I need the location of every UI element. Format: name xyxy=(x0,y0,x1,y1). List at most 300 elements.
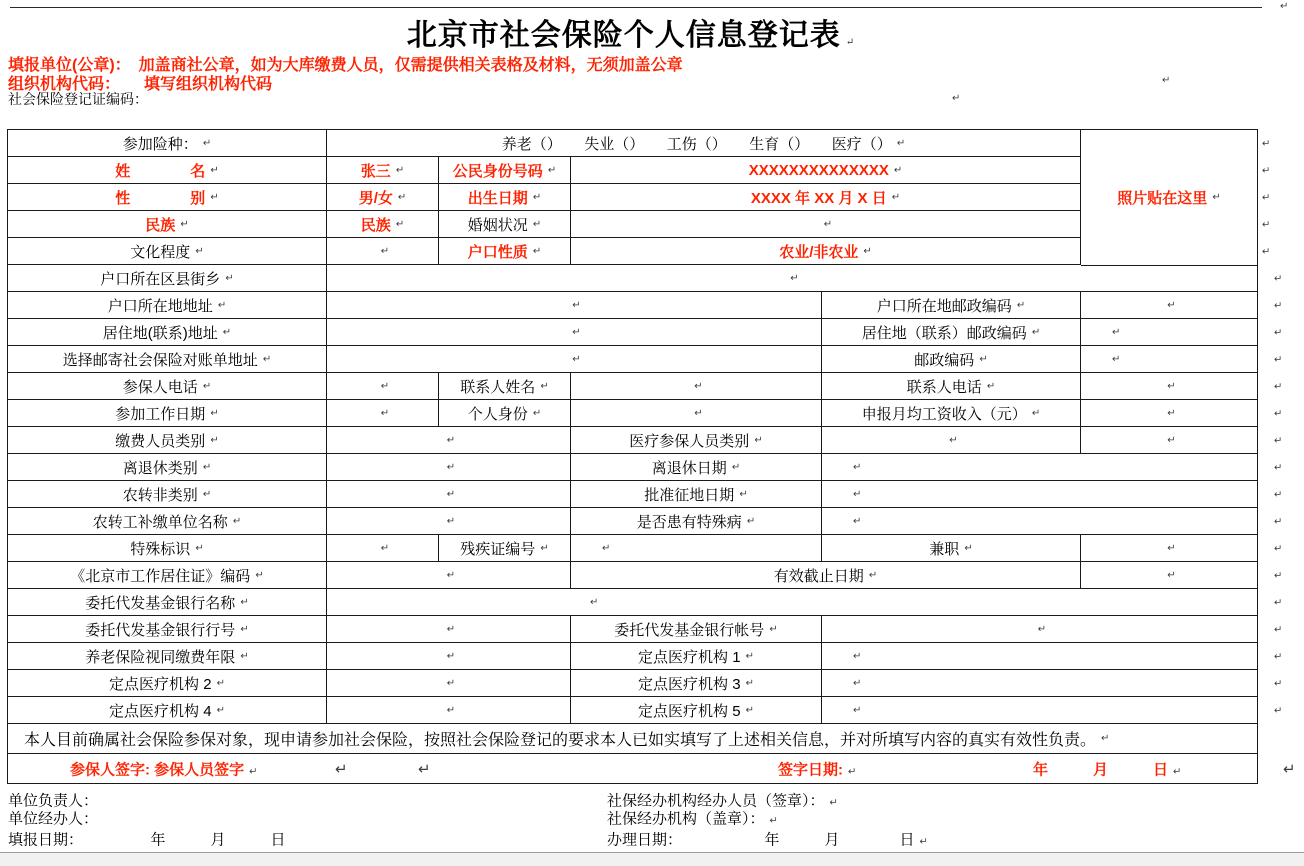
paragraph-mark: ↵ xyxy=(572,353,581,365)
paragraph-mark: ↵ xyxy=(532,407,542,419)
field-label-text: 居住地(联系)地址 xyxy=(102,324,218,342)
paragraph-mark: ↵ xyxy=(853,677,862,689)
text-span: 签字日期: ↵ xyxy=(778,761,857,778)
field-label-cell xyxy=(8,562,327,589)
paragraph-mark: ↵ xyxy=(1274,273,1283,284)
paragraph-mark: ↵ xyxy=(694,380,703,392)
paragraph-mark: ↵ xyxy=(893,164,903,176)
paragraph-mark: ↵ xyxy=(202,461,212,473)
paragraph-mark: ↵ xyxy=(380,407,390,419)
table-row xyxy=(8,643,1283,670)
paragraph-mark: ↵ xyxy=(952,93,961,104)
paragraph-mark: ↵ xyxy=(380,380,390,392)
field-value-text: XXXX 年 XX 月 X 日 xyxy=(750,189,887,207)
field-value-cell[interactable] xyxy=(327,427,571,454)
paragraph-mark: ↵ xyxy=(232,515,242,527)
field-value-cell[interactable] xyxy=(327,373,439,400)
paragraph-mark: ↵ xyxy=(222,326,232,338)
note-line-1-text: 填报单位(公章)： 加盖商社公章，如为大库缴费人员，仅需提供相关表格及材料，无须加盖公章 xyxy=(8,57,683,74)
footer-line xyxy=(0,830,1304,848)
paragraph-mark: ↵ xyxy=(1112,326,1121,338)
paragraph-mark: ↵ xyxy=(1274,435,1283,446)
field-label-text: 定点医疗机构 2 xyxy=(109,675,212,693)
photo-placeholder-cell[interactable] xyxy=(1081,130,1257,266)
field-value-text: 农业/非农业 xyxy=(779,243,859,261)
paragraph-mark: ↵ xyxy=(1262,246,1271,257)
field-value-cell[interactable] xyxy=(327,184,439,211)
table-row xyxy=(8,616,1283,643)
paragraph-mark: ↵ xyxy=(590,596,599,608)
paragraph-mark: ↵ xyxy=(1274,462,1283,473)
table-row xyxy=(8,481,1283,508)
form-title-text: 北京市社会保险个人信息登记表 xyxy=(406,19,841,52)
field-label-text: 参加险种： xyxy=(122,135,198,153)
paragraph-mark: ↵ xyxy=(216,704,225,716)
field-label-text: 申报月均工资收入（元） xyxy=(861,405,1027,423)
field-label-cell xyxy=(8,211,327,238)
field-label-text: 选择邮寄社会保险对账单地址 xyxy=(62,351,258,369)
field-value-text: 男/女 xyxy=(358,189,393,207)
field-label-cell xyxy=(571,481,822,508)
field-label-cell xyxy=(8,157,327,184)
text-span: 填报日期： 年 月 日 xyxy=(8,831,286,849)
field-value-cell[interactable] xyxy=(571,400,822,427)
field-value-cell[interactable] xyxy=(571,211,1081,238)
paragraph-mark: ↵ xyxy=(202,137,212,149)
paragraph-mark: ↵ xyxy=(896,137,906,149)
field-label-cell xyxy=(822,346,1081,373)
footer-line xyxy=(0,809,1304,827)
paragraph-mark: ↵ xyxy=(769,623,778,635)
paragraph-mark: ↵ xyxy=(446,650,456,662)
paragraph-mark: ↵ xyxy=(1274,354,1283,365)
field-value-cell[interactable] xyxy=(327,454,571,481)
paragraph-mark: ↵ xyxy=(572,326,581,338)
field-value-cell[interactable] xyxy=(1081,562,1257,589)
field-value-cell[interactable] xyxy=(327,508,571,535)
registration-code-label: 社会保险登记证编码： xyxy=(8,91,148,107)
footer-line xyxy=(0,791,1304,809)
field-value-text: XXXXXXXXXXXXXX xyxy=(748,161,889,179)
field-label-cell xyxy=(822,373,1081,400)
paragraph-mark: ↵ xyxy=(1037,623,1047,635)
field-value-cell[interactable] xyxy=(327,562,571,589)
paragraph-mark: ↵ xyxy=(547,164,557,176)
field-value-cell[interactable] xyxy=(571,184,1081,211)
paragraph-mark: ↵ xyxy=(572,299,581,311)
field-value-cell[interactable] xyxy=(327,400,439,427)
paragraph-mark: ↵ xyxy=(891,191,901,203)
paragraph-mark: ↵ xyxy=(446,569,456,581)
field-label-text: 缴费人员类别 xyxy=(115,432,206,450)
paragraph-mark: ↵ xyxy=(853,650,862,662)
field-label-text: 个人身份 xyxy=(467,405,528,423)
paragraph-mark: ↵ xyxy=(446,704,456,716)
field-value-cell[interactable] xyxy=(1081,346,1257,373)
field-value-cell[interactable] xyxy=(1081,373,1257,400)
paragraph-mark: ↵ xyxy=(255,569,264,581)
paragraph-mark: ↵ xyxy=(1262,138,1271,149)
table-row xyxy=(8,211,1271,238)
field-value-cell[interactable] xyxy=(1081,535,1257,562)
field-value-cell[interactable] xyxy=(822,454,1257,481)
table-row xyxy=(8,319,1283,346)
paragraph-mark: ↵ xyxy=(532,218,542,230)
field-label-text: 兼职 xyxy=(929,540,960,558)
field-label-text: 委托代发基金银行行号 xyxy=(85,621,236,639)
field-label-text: 户口性质 xyxy=(467,243,528,261)
field-label-cell xyxy=(571,616,822,643)
field-value-cell[interactable] xyxy=(327,616,571,643)
field-label-cell xyxy=(8,292,327,319)
field-label-text: 户口所在地地址 xyxy=(107,297,213,315)
table-row xyxy=(8,697,1283,724)
paragraph-mark: ↵ xyxy=(1167,299,1176,311)
paragraph-mark: ↵ xyxy=(754,434,763,446)
field-value-cell[interactable] xyxy=(571,535,822,562)
paragraph-mark: ↵ xyxy=(380,245,390,257)
field-value-cell[interactable] xyxy=(327,670,571,697)
paragraph-mark: ↵ xyxy=(1167,569,1176,581)
field-label-text: 邮政编码 xyxy=(914,351,975,369)
paragraph-mark: ↵ xyxy=(446,677,456,689)
paragraph-mark: ↵ xyxy=(210,407,219,419)
field-value-cell[interactable] xyxy=(571,157,1081,184)
paragraph-mark: ↵ xyxy=(1274,570,1283,581)
field-label-cell xyxy=(8,589,327,616)
table-row xyxy=(8,670,1283,697)
paragraph-mark: ↵ xyxy=(1280,1,1289,12)
paragraph-mark: ↵ xyxy=(202,488,212,500)
paragraph-mark: ↵ xyxy=(829,797,838,809)
text-span: 社保经办机构（盖章）： ↵ xyxy=(607,810,778,828)
paragraph-mark: ↵ xyxy=(769,815,778,827)
field-value-text: 民族 xyxy=(360,216,391,234)
field-value-cell[interactable] xyxy=(822,508,1257,535)
paragraph-mark: ↵ xyxy=(979,353,988,365)
field-label-text: 文化程度 xyxy=(130,243,191,261)
paragraph-mark: ↵ xyxy=(195,542,204,554)
paragraph-mark: ↵ xyxy=(1274,381,1283,392)
paragraph-mark: ↵ xyxy=(823,218,833,230)
registration-code-line xyxy=(8,89,148,109)
field-label-cell xyxy=(822,400,1081,427)
field-label-text: 离退休类别 xyxy=(122,459,198,477)
field-label-cell xyxy=(8,238,327,265)
paragraph-mark: ↵ xyxy=(694,407,703,419)
paragraph-mark: ↵ xyxy=(195,245,204,257)
paragraph-mark: ↵ xyxy=(1167,380,1176,392)
paragraph-mark: ↵ xyxy=(1101,733,1110,744)
signature-row[interactable] xyxy=(8,754,1296,783)
field-label-cell xyxy=(8,427,327,454)
paragraph-mark: ↵ xyxy=(1016,299,1026,311)
field-value-cell[interactable] xyxy=(327,238,439,265)
field-value-cell[interactable] xyxy=(327,157,439,184)
paragraph-mark: ↵ xyxy=(1162,75,1171,86)
field-value-cell[interactable] xyxy=(327,130,1081,157)
field-label-cell xyxy=(571,427,822,454)
field-label-text: 有效截止日期 xyxy=(773,567,864,585)
field-value-cell[interactable] xyxy=(327,346,822,373)
paragraph-mark: ↵ xyxy=(225,272,234,284)
paragraph-mark: ↵ xyxy=(446,623,456,635)
field-value-cell[interactable] xyxy=(327,211,439,238)
paragraph-mark: ↵ xyxy=(418,760,431,778)
field-value-cell[interactable] xyxy=(822,670,1257,697)
field-label-text: 出生日期 xyxy=(467,189,528,207)
paragraph-mark: ↵ xyxy=(868,569,878,581)
field-value-cell[interactable] xyxy=(1081,427,1257,454)
paragraph-mark: ↵ xyxy=(395,164,405,176)
table-row xyxy=(8,346,1283,373)
paragraph-mark: ↵ xyxy=(240,650,249,662)
field-label-cell xyxy=(8,643,327,670)
field-label-text: 户口所在地邮政编码 xyxy=(876,297,1012,315)
field-value-cell[interactable] xyxy=(1081,400,1257,427)
field-label-text: 委托代发基金银行名称 xyxy=(85,594,236,612)
field-label-text: 定点医疗机构 5 xyxy=(638,702,741,720)
paragraph-mark: ↵ xyxy=(540,380,549,392)
field-label-text: 农转工补缴单位名称 xyxy=(92,513,228,531)
field-label-cell xyxy=(571,697,822,724)
field-label-text: 《北京市工作居住证》编码 xyxy=(70,567,251,585)
paragraph-mark: ↵ xyxy=(1262,219,1271,230)
field-label-text: 户口所在区县街乡 xyxy=(100,270,221,288)
paragraph-mark: ↵ xyxy=(1031,326,1041,338)
paragraph-mark: ↵ xyxy=(1274,516,1283,527)
paragraph-mark: ↵ xyxy=(731,461,741,473)
paragraph-mark: ↵ xyxy=(262,353,272,365)
table-row xyxy=(8,130,1271,157)
field-value-cell[interactable] xyxy=(822,616,1257,643)
paragraph-mark: ↵ xyxy=(1274,408,1283,419)
field-label-cell xyxy=(571,670,822,697)
field-label-text: 是否患有特殊病 xyxy=(636,513,742,531)
field-value-cell[interactable] xyxy=(822,481,1257,508)
paragraph-mark: ↵ xyxy=(853,515,862,527)
table-row xyxy=(8,454,1283,481)
table-row xyxy=(8,562,1283,589)
table-row xyxy=(8,400,1283,427)
field-label-text: 定点医疗机构 3 xyxy=(638,675,741,693)
field-label-text: 性 别 xyxy=(115,189,206,207)
field-label-cell xyxy=(571,454,822,481)
table-row xyxy=(8,724,1257,754)
field-value-cell[interactable] xyxy=(1081,292,1257,319)
table-row xyxy=(8,265,1283,292)
field-value-text: 养老（） 失业（） 工伤（） 生育（） 医疗（） xyxy=(501,135,892,153)
field-label-cell xyxy=(439,184,571,211)
paragraph-mark: ↵ xyxy=(1274,327,1283,338)
field-value-text: 张三 xyxy=(360,162,391,180)
field-label-text: 养老保险视同缴费年限 xyxy=(85,648,236,666)
field-label-cell xyxy=(8,481,327,508)
field-label-cell xyxy=(439,238,571,265)
paragraph-mark: ↵ xyxy=(217,299,227,311)
paragraph-mark: ↵ xyxy=(746,515,756,527)
field-label-cell xyxy=(8,535,327,562)
field-label-cell xyxy=(8,508,327,535)
paragraph-mark: ↵ xyxy=(240,596,249,608)
field-value-cell[interactable] xyxy=(327,319,822,346)
text-span: 单位经办人： xyxy=(8,810,99,828)
paragraph-mark: ↵ xyxy=(602,542,611,554)
paragraph-mark: ↵ xyxy=(745,704,754,716)
table-row xyxy=(8,427,1283,454)
paragraph-mark: ↵ xyxy=(1274,543,1283,554)
page-bottom-margin xyxy=(0,853,1304,866)
paragraph-mark: ↵ xyxy=(1274,651,1283,662)
field-label-cell xyxy=(822,319,1081,346)
table-row xyxy=(8,508,1283,535)
paragraph-mark: ↵ xyxy=(240,623,249,635)
field-label-cell xyxy=(439,400,571,427)
paragraph-mark: ↵ xyxy=(853,461,862,473)
form-title xyxy=(4,10,1258,54)
registration-table xyxy=(7,129,1296,784)
paragraph-mark: ↵ xyxy=(986,380,996,392)
paragraph-mark: ↵ xyxy=(1112,353,1121,365)
page-top-rule xyxy=(10,7,1262,8)
paragraph-mark: ↵ xyxy=(395,218,405,230)
text-span: 年 月 日 ↵ xyxy=(1033,761,1182,778)
field-value-cell[interactable] xyxy=(822,643,1257,670)
field-label-text: 委托代发基金银行帐号 xyxy=(614,621,765,639)
paragraph-mark: ↵ xyxy=(202,380,212,392)
field-value-cell[interactable] xyxy=(327,643,571,670)
paragraph-mark: ↵ xyxy=(210,164,219,176)
field-label-text: 联系人姓名 xyxy=(460,378,536,396)
field-value-cell[interactable] xyxy=(327,292,822,319)
field-label-cell xyxy=(8,373,327,400)
paragraph-mark: ↵ xyxy=(1274,597,1283,608)
paragraph-mark: ↵ xyxy=(1274,489,1283,500)
field-label-cell xyxy=(571,508,822,535)
paragraph-mark: ↵ xyxy=(745,650,754,662)
paragraph-mark: ↵ xyxy=(853,488,862,500)
table-row xyxy=(8,238,1271,265)
text-span: 单位负责人： xyxy=(8,792,99,810)
paragraph-mark: ↵ xyxy=(1167,434,1176,446)
field-value-cell[interactable] xyxy=(822,427,1081,454)
paragraph-mark: ↵ xyxy=(249,766,258,777)
paragraph-mark: ↵ xyxy=(180,218,189,230)
table-row xyxy=(8,535,1283,562)
table-row xyxy=(8,589,1283,616)
field-value-cell[interactable] xyxy=(571,238,1081,265)
field-label-cell xyxy=(571,643,822,670)
paragraph-mark: ↵ xyxy=(1274,300,1283,311)
form-footer xyxy=(0,786,1304,852)
field-label-text: 婚姻状况 xyxy=(467,216,528,234)
text-span: 办理日期： 年 月 日 ↵ xyxy=(607,831,928,849)
paragraph-mark: ↵ xyxy=(1283,760,1296,778)
paragraph-mark: ↵ xyxy=(845,37,856,48)
paragraph-mark: ↵ xyxy=(964,542,973,554)
field-label-text: 离退休日期 xyxy=(651,459,727,477)
field-label-text: 批准征地日期 xyxy=(644,486,735,504)
paragraph-mark: ↵ xyxy=(919,836,928,848)
field-label-text: 联系人电话 xyxy=(906,378,982,396)
field-label-text: 参加工作日期 xyxy=(115,405,206,423)
field-label-cell xyxy=(8,724,1257,754)
field-label-text: 居住地（联系）邮政编码 xyxy=(861,324,1027,342)
paragraph-mark: ↵ xyxy=(739,488,748,500)
paragraph-mark: ↵ xyxy=(1274,705,1283,716)
field-label-text: 定点医疗机构 4 xyxy=(109,702,212,720)
field-label-text: 医疗参保人员类别 xyxy=(629,432,750,450)
field-value-cell[interactable] xyxy=(822,697,1257,724)
field-label-cell xyxy=(439,157,571,184)
field-value-cell[interactable] xyxy=(327,265,1257,292)
field-label-cell xyxy=(8,184,327,211)
field-label-cell xyxy=(8,400,327,427)
paragraph-mark: ↵ xyxy=(397,191,407,203)
paragraph-mark: ↵ xyxy=(446,515,456,527)
field-label-text: 本人目前确属社会保险参保对象，现申请参加社会保险，按照社会保险登记的要求本人已如实填写了上述相关信息，并对所填写内容的真实有效性负责。 xyxy=(24,732,1097,749)
field-value-cell[interactable] xyxy=(571,373,822,400)
table-row xyxy=(8,157,1271,184)
field-label-text: 定点医疗机构 1 xyxy=(638,648,741,666)
field-label-cell xyxy=(439,373,571,400)
table-row xyxy=(8,292,1283,319)
paragraph-mark: ↵ xyxy=(1031,407,1041,419)
field-value-cell[interactable] xyxy=(327,535,439,562)
field-label-cell xyxy=(8,265,327,292)
paragraph-mark: ↵ xyxy=(1262,165,1271,176)
field-label-text: 姓 名 xyxy=(115,162,206,180)
paragraph-mark: ↵ xyxy=(848,766,857,777)
field-label-text: 农转非类别 xyxy=(122,486,198,504)
paragraph-mark: ↵ xyxy=(1274,678,1283,689)
field-label-cell xyxy=(822,292,1081,319)
paragraph-mark: ↵ xyxy=(745,677,754,689)
paragraph-mark: ↵ xyxy=(216,677,225,689)
paragraph-mark: ↵ xyxy=(446,488,456,500)
field-value-cell[interactable] xyxy=(327,589,1257,616)
table-row xyxy=(8,184,1271,211)
note-line-2-text: 组织机构代码： 填写组织机构代码 xyxy=(8,76,273,93)
photo-placeholder-text: 照片贴在这里 xyxy=(1117,190,1208,207)
paragraph-mark: ↵ xyxy=(1167,407,1176,419)
paragraph-mark: ↵ xyxy=(446,461,456,473)
field-label-cell xyxy=(8,616,327,643)
field-label-text: 民族 xyxy=(145,216,176,234)
field-value-cell[interactable] xyxy=(1081,319,1257,346)
paragraph-mark: ↵ xyxy=(210,434,219,446)
paragraph-mark: ↵ xyxy=(446,434,456,446)
table-row xyxy=(8,373,1283,400)
paragraph-mark: ↵ xyxy=(1212,192,1221,203)
field-value-cell[interactable] xyxy=(327,481,571,508)
field-value-cell[interactable] xyxy=(327,697,571,724)
paragraph-mark: ↵ xyxy=(863,245,872,257)
paragraph-mark: ↵ xyxy=(210,191,219,203)
paragraph-mark: ↵ xyxy=(790,272,799,284)
field-label-cell xyxy=(8,454,327,481)
paragraph-mark: ↵ xyxy=(1173,766,1182,777)
field-label-cell xyxy=(571,562,1081,589)
field-label-cell xyxy=(439,211,571,238)
paragraph-mark: ↵ xyxy=(853,704,862,716)
text-span: 参保人签字: 参保人员签字 ↵ xyxy=(70,761,258,778)
field-label-cell xyxy=(8,319,327,346)
field-label-text: 特殊标识 xyxy=(130,540,191,558)
paragraph-mark: ↵ xyxy=(532,245,542,257)
field-label-cell xyxy=(439,535,571,562)
field-label-text: 参保人电话 xyxy=(122,378,198,396)
